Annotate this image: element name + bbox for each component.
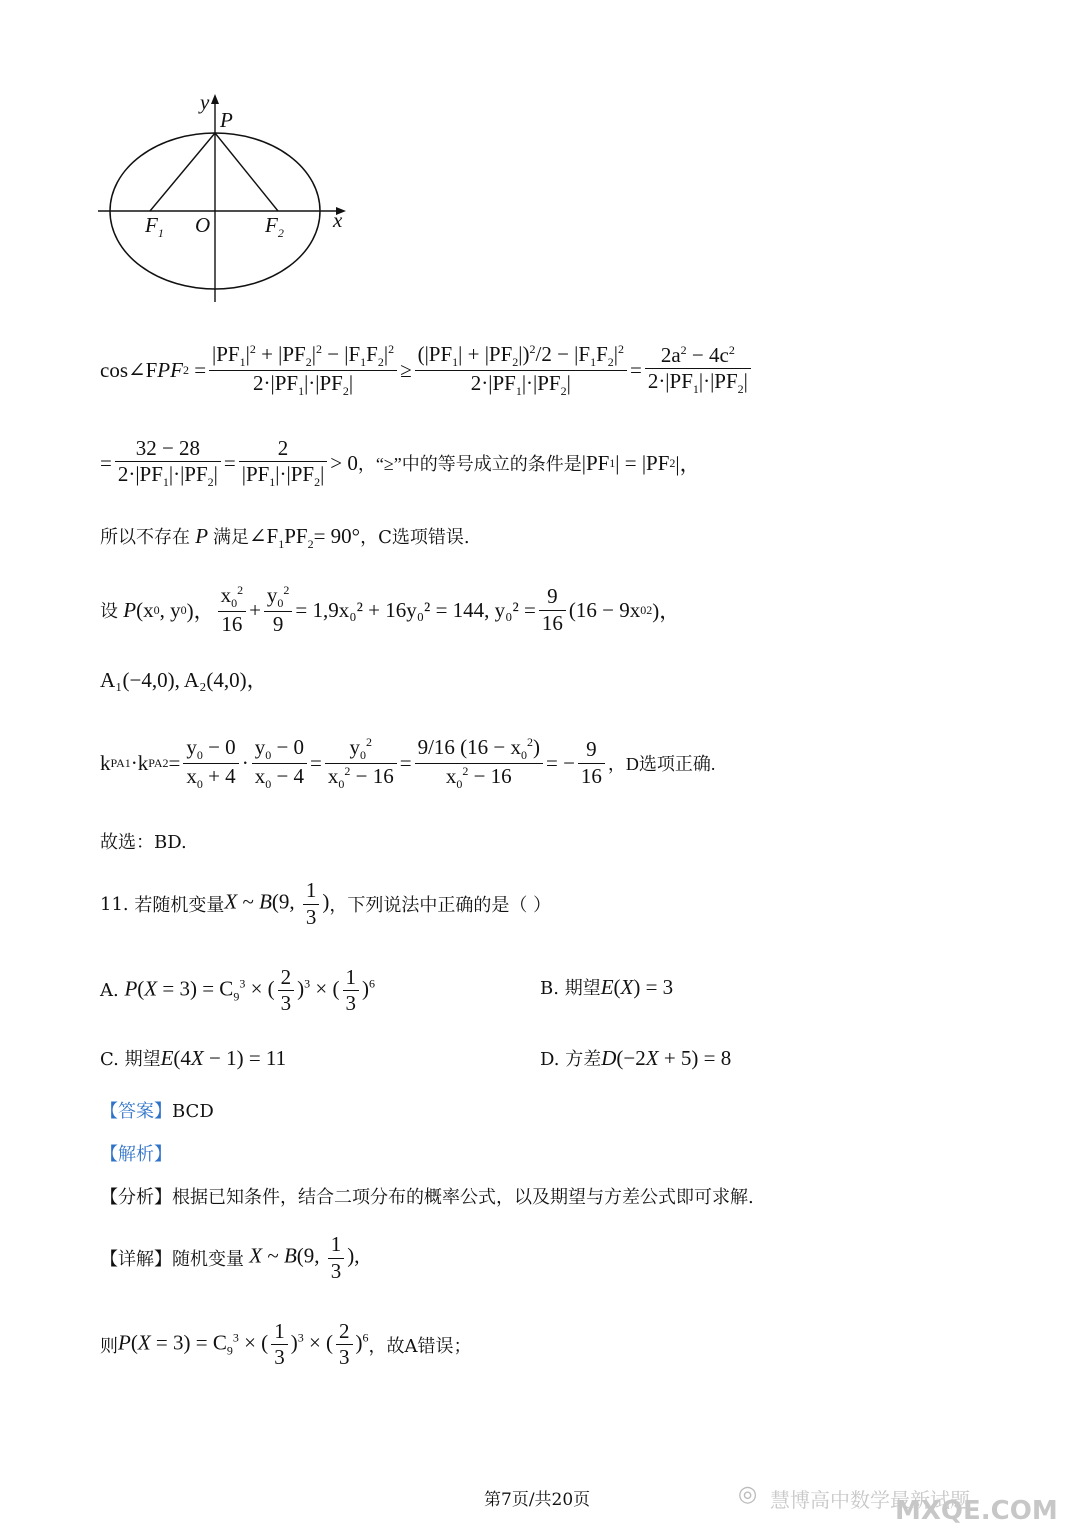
detail-line: 【详解】 随机变量 X ~ B(9, $\frac{1}{3}$ ), bbox=[100, 1232, 360, 1283]
analysis-tag: 【解析】 bbox=[100, 1144, 172, 1165]
y-axis-arrow bbox=[211, 94, 219, 104]
fenxi: 【分析】根据已知条件，结合二项分布的概率公式，以及期望与方差公式即可求解. bbox=[100, 1187, 754, 1208]
answer: 【答案】BCD bbox=[100, 1101, 214, 1122]
detail-prob: 则 $P(X = 3) = C_9^3$ × ( $\frac{1}{3}$ )$^3$ × ( $\frac{2}{3}$ )$^6$ ，故A错误； bbox=[100, 1318, 472, 1369]
set-p-line: 设 P (x 0 , y 0 )， $\frac{x_0^2}{16}$ + $\frac{y_0^2}{9}$ = 1,9x₀² + 16y₀² = 144, y₀² = $\frac{9}{16}$ (16 − 9x 0 2 )， bbox=[100, 583, 681, 636]
slope-product: k PA1 ·k PA2 = $\frac{y_0 - 0}{x_0 + 4}$ · $\frac{y_0 - 0}{x_0 - 4}$ = $\frac{y_0^2}{x_0^2 - 16}$ = $\frac{9/16 (16 - x_0^2)}{x_0^2 - 16}$ = − $\frac{9}{16}$ ，D选项正确. bbox=[100, 734, 716, 791]
vertices-line: A₁(−4,0), A₂(4,0)， bbox=[100, 668, 268, 692]
option-d: D. 方差D(−2X + 5) = 8 bbox=[540, 1046, 732, 1070]
c-conclusion: 所以不存在 P 满足$\angle F_1PF_2= 90^\circ$，C选项错误. bbox=[100, 524, 470, 552]
fig-label-f1: $F_1$ bbox=[145, 213, 164, 241]
option-c: C. 期望E(4X − 1) = 11 bbox=[100, 1046, 287, 1070]
option-a: A. $P(X = 3) = C_9^3$ × ( $\frac{2}{3}$ )$^3$ × ( $\frac{1}{3}$ )$^6$ bbox=[100, 964, 375, 1015]
watermark-site: MXQE.COM bbox=[895, 1496, 1058, 1526]
fig-label-o: O bbox=[195, 213, 211, 237]
answer-tag: 【答案】 bbox=[100, 1101, 172, 1122]
cos-formula-cont: = $\frac{32 - 28}{2\cdot|PF_1|\cdot|PF_2|}$ = $\frac{2}{|PF_1|\cdot|PF_2|}$ > 0 ，“≥”中的等号成立的条件是 |PF 1 | = |PF 2 |， bbox=[100, 436, 701, 490]
watermark-wechat: 慧博高中数学最新试题 bbox=[770, 1488, 970, 1512]
conclusion: 故选：BD. bbox=[100, 832, 187, 853]
page-footer: 第7页/共20页 bbox=[484, 1490, 591, 1510]
fig-label-y: y bbox=[200, 90, 210, 114]
option-b: B. 期望E(X) = 3 bbox=[540, 975, 674, 999]
fig-label-f2: $F_2$ bbox=[265, 213, 284, 241]
fig-label-p: P bbox=[220, 108, 233, 132]
fig-label-x: x bbox=[333, 208, 343, 232]
wechat-icon: ◎ bbox=[738, 1482, 758, 1507]
cos-formula: cos∠F PF 2 = $\frac{|PF_1|^2 + |PF_2|^2 - |F_1F_2|^2}{2\cdot|PF_1|\cdot|PF_2|}$ ≥ $\frac{(|PF_1| + |PF_2|)^2/2 - |F_1F_2|^2}{2\cdot|PF_1|\cdot|PF_2|}$ = $\frac{2a^2 - 4c^2}{2\cdot|PF_1|\cdot|PF_2|}$ bbox=[100, 325, 754, 415]
question-11: 11. 若随机变量 X ~ B(9, $\frac{1}{3}$ ) ，下列说法中正确的是（ ） bbox=[100, 878, 552, 929]
